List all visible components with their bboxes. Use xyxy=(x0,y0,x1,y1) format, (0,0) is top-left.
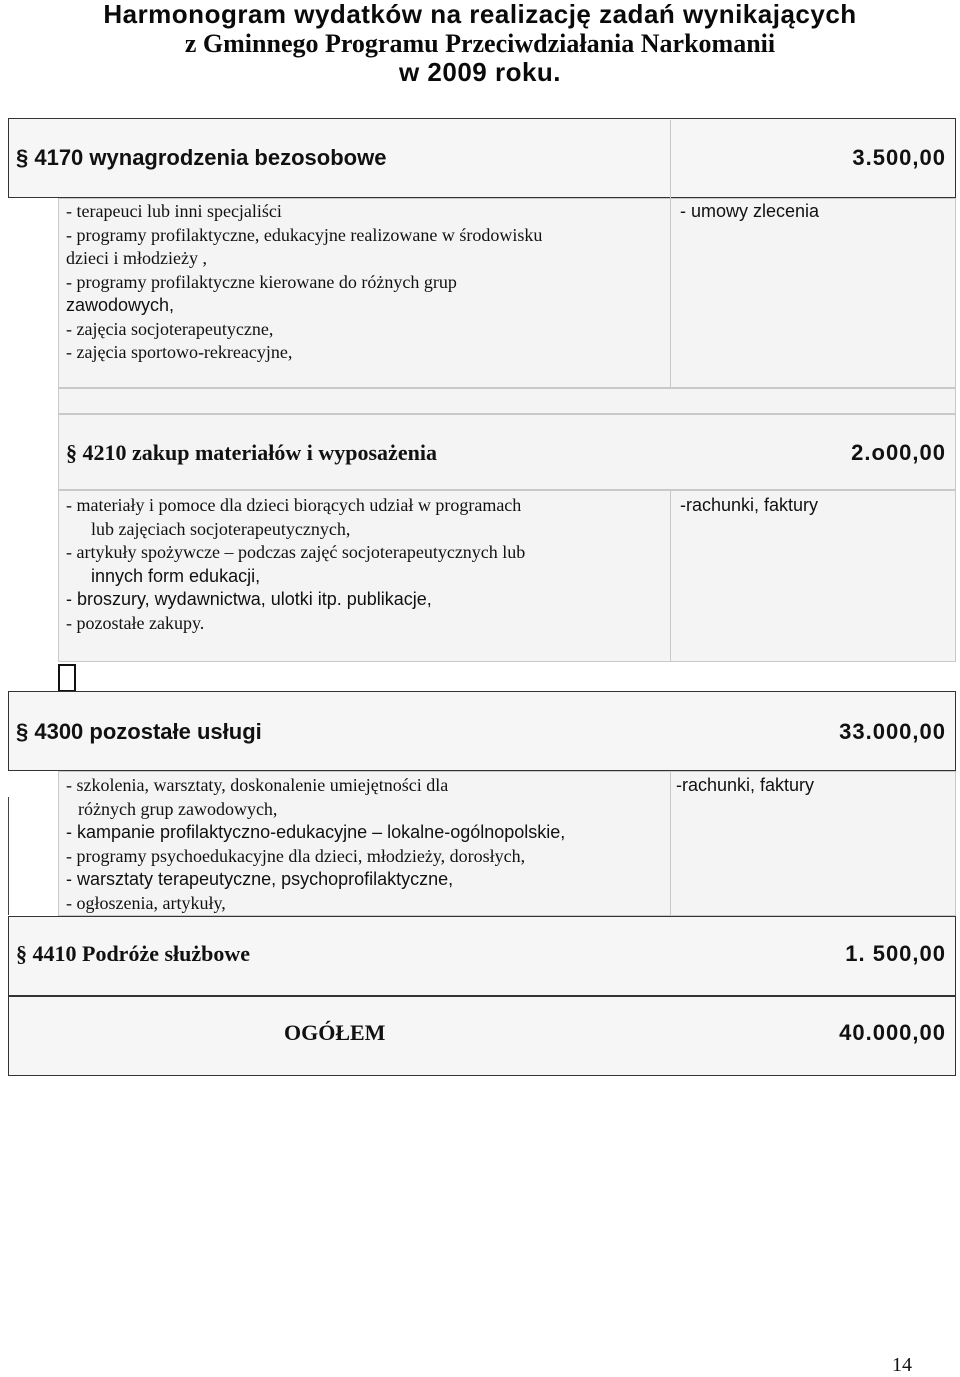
list-item: dzieci i młodzieży , xyxy=(66,248,207,268)
section-4170-note: - umowy zlecenia xyxy=(680,201,820,221)
list-item: - zajęcia socjoterapeutyczne, xyxy=(66,318,274,339)
list-item: - broszury, wydawnictwa, ulotki itp. publikacje, xyxy=(66,589,432,609)
section-4170-heading: § 4170 wynagrodzenia bezosobowe xyxy=(16,145,387,170)
section-4210-items xyxy=(66,494,525,635)
page-title xyxy=(0,0,960,87)
title-line-3: w 2009 roku. xyxy=(398,57,562,87)
checkbox-icon xyxy=(58,664,76,692)
list-item: - ogłoszenia, artykuły, xyxy=(66,892,226,913)
list-item: lub zajęciach socjoterapeutycznych, xyxy=(91,518,351,539)
section-4300-note: -rachunki, faktury xyxy=(676,775,815,795)
list-item: - materiały i pomoce dla dzieci biorących udział w programach xyxy=(66,495,522,515)
list-item: - programy profilaktyczne, edukacyjne realizowane w środowisku xyxy=(66,224,543,245)
section-4300-amount: 33.000,00 xyxy=(839,719,946,744)
list-item: - programy profilaktyczne kierowane do różnych grup xyxy=(66,271,457,292)
list-item: - zajęcia sportowo-rekreacyjne, xyxy=(66,342,293,362)
column-divider xyxy=(670,490,671,662)
left-edge-line xyxy=(8,797,9,915)
list-item: zawodowych, xyxy=(66,295,175,315)
section-4170-items xyxy=(66,200,542,365)
section-4210-heading: § 4210 zakup materiałów i wyposażenia xyxy=(66,440,437,465)
total-label: OGÓŁEM xyxy=(284,1020,386,1045)
column-divider xyxy=(670,771,671,916)
list-item: - kampanie profilaktyczno-edukacyjne – lokalne-ogólnopolskie, xyxy=(66,822,566,842)
list-item: różnych grup zawodowych, xyxy=(78,798,278,819)
section-4210-note: -rachunki, faktury xyxy=(680,495,819,515)
column-divider xyxy=(670,120,671,388)
total-box xyxy=(8,996,956,1076)
list-item: - warsztaty terapeutyczne, psychoprofilaktyczne, xyxy=(66,869,454,889)
list-item: - programy psychoedukacyjne dla dzieci, młodzieży, dorosłych, xyxy=(66,845,526,866)
list-item: - artykuły spożywcze – podczas zajęć socjoterapeutycznych lub xyxy=(66,542,526,562)
title-line-2: z Gminnego Programu Przeciwdziałania Narkomanii xyxy=(184,29,776,58)
list-item: - terapeuci lub inni specjaliści xyxy=(66,201,282,221)
section-4170-amount: 3.500,00 xyxy=(852,145,946,170)
title-line-1: Harmonogram wydatków na realizację zadań wynikających xyxy=(103,0,857,29)
section-4300-items xyxy=(66,774,565,915)
spacer-row xyxy=(58,388,956,414)
section-4210-amount: 2.o00,00 xyxy=(851,440,946,465)
page-number: 14 xyxy=(892,1354,912,1376)
list-item: innych form edukacji, xyxy=(91,565,261,586)
section-4410-heading: § 4410 Podróże służbowe xyxy=(16,941,251,966)
section-4300-heading: § 4300 pozostałe usługi xyxy=(16,719,262,744)
list-item: - pozostałe zakupy. xyxy=(66,612,205,633)
total-amount: 40.000,00 xyxy=(839,1020,946,1045)
section-4410-amount: 1. 500,00 xyxy=(845,941,946,966)
list-item: - szkolenia, warsztaty, doskonalenie umiejętności dla xyxy=(66,775,449,795)
